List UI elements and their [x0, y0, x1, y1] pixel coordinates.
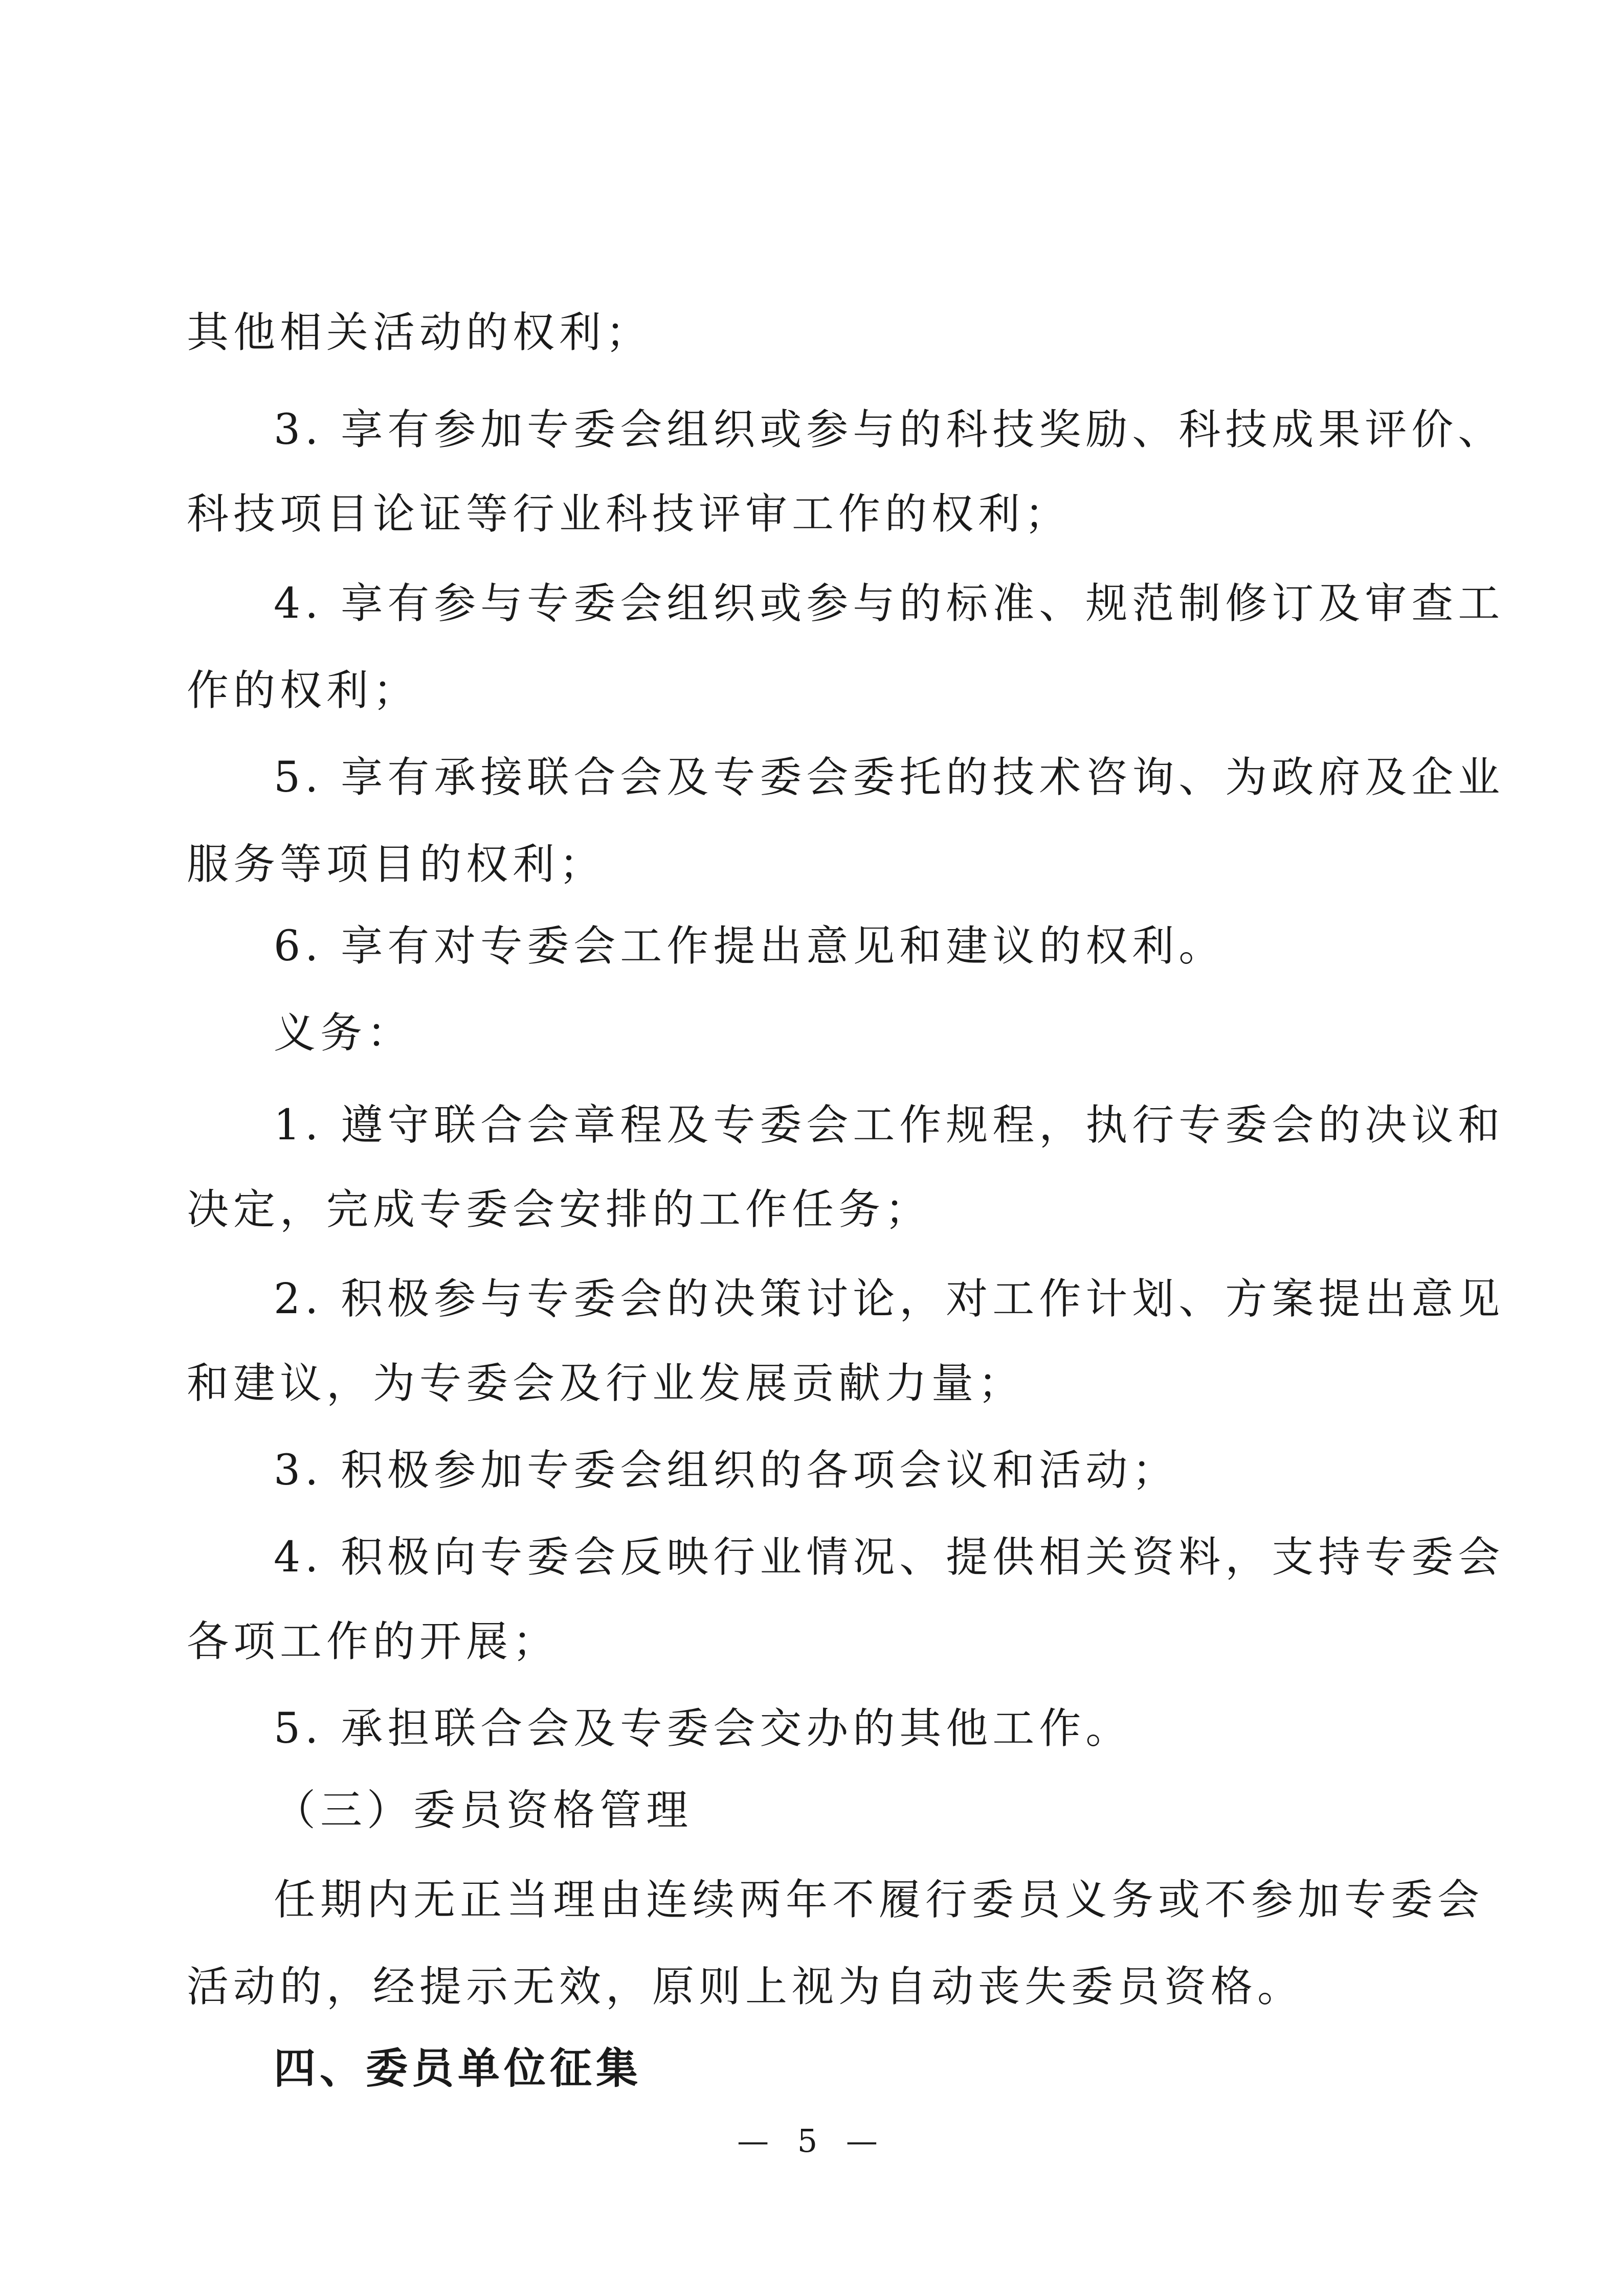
text-line: 2. 积极参与专委会的决策讨论，对工作计划、方案提出意见	[274, 1275, 1505, 1323]
text-line: 1. 遵守联合会章程及专委会工作规程，执行专委会的决议和	[274, 1101, 1505, 1150]
text-line: 3. 积极参加专委会组织的各项会议和活动；	[274, 1446, 1179, 1495]
text-line: 5. 承担联合会及专委会交办的其他工作。	[274, 1704, 1132, 1753]
text-line: 义务：	[274, 1009, 414, 1057]
section-heading: 四、委员单位征集	[274, 2044, 642, 2093]
text-line: 活动的，经提示无效，原则上视为自动丧失委员资格。	[187, 1963, 1304, 2011]
text-line: 各项工作的开展；	[187, 1617, 560, 1666]
text-line: 4. 享有参与专委会组织或参与的标准、规范制修订及审查工	[274, 579, 1505, 628]
text-line: 作的权利；	[187, 666, 420, 715]
text-line: 和建议，为专委会及行业发展贡献力量；	[187, 1359, 1025, 1408]
text-line: 5. 享有承接联合会及专委会委托的技术咨询、为政府及企业	[274, 753, 1505, 802]
text-line: 任期内无正当理由连续两年不履行委员义务或不参加专委会	[274, 1876, 1484, 1924]
page-number: — 5 —	[737, 2122, 887, 2159]
text-line: 4. 积极向专委会反映行业情况、提供相关资料，支持专委会	[274, 1533, 1505, 1582]
text-line: 决定，完成专委会安排的工作任务；	[187, 1185, 932, 1234]
text-line: 科技项目论证等行业科技评审工作的权利；	[187, 490, 1072, 538]
text-line: 其他相关活动的权利；	[187, 308, 653, 357]
text-line: 服务等项目的权利；	[187, 840, 606, 889]
text-line: 3. 享有参加专委会组织或参与的科技奖励、科技成果评价、	[274, 406, 1505, 454]
section-title: （三）委员资格管理	[274, 1786, 693, 1835]
text-line: 6. 享有对专委会工作提出意见和建议的权利。	[274, 922, 1226, 971]
